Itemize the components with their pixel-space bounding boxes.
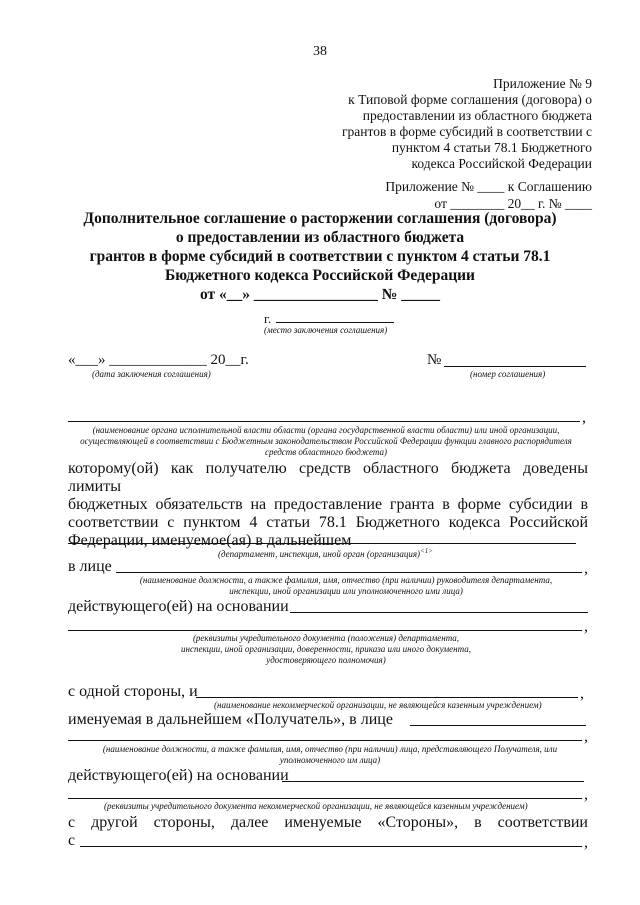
- appendix-line: Приложение № 9: [493, 76, 592, 91]
- in-person-caption: (наименование должности, а также фамилия, имя, отчество (при наличии) руководителя департамента, инспекции, иной организации или уполномоченного ими лица): [139, 575, 553, 596]
- comma: ,: [584, 618, 588, 635]
- document-title: [0, 209, 640, 304]
- organ-line: [68, 421, 580, 422]
- title-line: Дополнительное соглашение о расторжении соглашения (договора): [83, 210, 557, 227]
- comma: ,: [580, 685, 584, 702]
- acting-2-caption: (реквизиты учредительного документа некоммерческой организации, не являющейся казенным учреждением): [104, 801, 528, 811]
- department-caption: (департамент, инспекция, иной орган (организация)$^{<1>}$: [218, 547, 433, 559]
- comma: ,: [584, 560, 588, 577]
- acting-2-line: [282, 781, 584, 782]
- recipient-label: именуемая в дальнейшем «Получатель», в лице: [68, 711, 393, 728]
- in-person-line: [116, 572, 582, 573]
- one-side-line: [196, 697, 578, 698]
- recipient-line-2: [68, 740, 582, 741]
- acting-caption: (реквизиты учредительного документа (положения) департамента, инспекции, иной организации, доверенности, приказа или иного документа, удостоверяющего полномочия): [181, 633, 471, 665]
- other-side-tail: с: [68, 832, 76, 849]
- recipient-line: [410, 725, 586, 726]
- recipient-caption: (наименование должности, а также фамилия, имя, отчество (при наличии) лица, представляющего Получателя, или уполномоченного им лица): [102, 744, 558, 765]
- agreement-ref-line: Приложение № ____ к Соглашению: [385, 179, 592, 194]
- date-caption: (дата заключения соглашения): [92, 369, 211, 379]
- agreement-ref-line: от ________ 20__ г. № ____: [434, 196, 592, 211]
- appendix-line: к Типовой форме соглашения (договора) о: [348, 92, 592, 107]
- acting-line-2: [68, 630, 582, 631]
- page-number: 38: [313, 44, 327, 59]
- comma: ,: [584, 728, 588, 745]
- title-line: о предоставлении из областного бюджета: [175, 229, 465, 246]
- other-side-line: с другой стороны, далее именуемые «Стороны», в соответствии: [68, 814, 588, 831]
- appendix-header: [332, 76, 592, 172]
- comma: ,: [584, 786, 588, 803]
- date-text: «___» _____________ 20__г.: [68, 352, 249, 368]
- number-line: [444, 366, 586, 367]
- appendix-line: грантов в форме субсидий в соответствии с: [342, 124, 592, 139]
- paragraph-line: Федерации, именуемое(ая) в дальнейшем: [68, 532, 352, 549]
- paragraph-line: которому(ой) как получателю средств областного бюджета доведены лимиты: [68, 460, 588, 495]
- appendix-line: предоставлении из областного бюджета: [362, 108, 592, 123]
- acting-label: действующего(ей) на основании: [68, 598, 289, 615]
- paragraph-line: соответствии с пунктом 4 статьи 78.1 Бюджетного кодекса Российской: [68, 514, 588, 531]
- appendix-line: пунктом 4 статьи 78.1 Бюджетного: [391, 140, 592, 155]
- other-side-line-blank: [80, 846, 582, 847]
- number-sign: №: [427, 352, 442, 368]
- comma: ,: [584, 834, 588, 851]
- department-line: [68, 543, 576, 544]
- comma: ,: [582, 409, 586, 426]
- title-line: Бюджетного кодекса Российской Федерации: [164, 267, 475, 284]
- number-caption: (номер соглашения): [470, 369, 546, 379]
- main-paragraph: [68, 460, 588, 550]
- organ-caption: (наименование органа исполнительной власти области (органа государственной власти области) или иной организации, осуществляющей в соответствии с Бюджетным законодательством Российской Федерации функции главного распорядителя средств областного бюджета): [80, 425, 572, 457]
- paragraph-line: бюджетных обязательств на предоставление гранта в форме субсидии в: [68, 496, 588, 513]
- acting-line: [290, 612, 588, 613]
- one-side-caption: (наименование некоммерческой организации, не являющейся казенным учреждением): [214, 700, 542, 710]
- place-line: [276, 322, 394, 323]
- place-prefix: г.: [264, 311, 272, 326]
- acting-2-line-2: [68, 798, 582, 799]
- place-caption: (место заключения соглашения): [264, 325, 388, 335]
- title-line: грантов в форме субсидий в соответствии с пунктом 4 статьи 78.1: [89, 248, 551, 265]
- in-person-label: в лице: [68, 558, 112, 575]
- agreement-reference: [385, 178, 592, 212]
- appendix-line: кодекса Российской Федерации: [411, 156, 592, 171]
- acting-label-2: действующего(ей) на основании: [68, 767, 289, 784]
- one-side-label: с одной стороны, и: [68, 683, 198, 700]
- title-line: от «__» ________________ № _____: [200, 286, 440, 303]
